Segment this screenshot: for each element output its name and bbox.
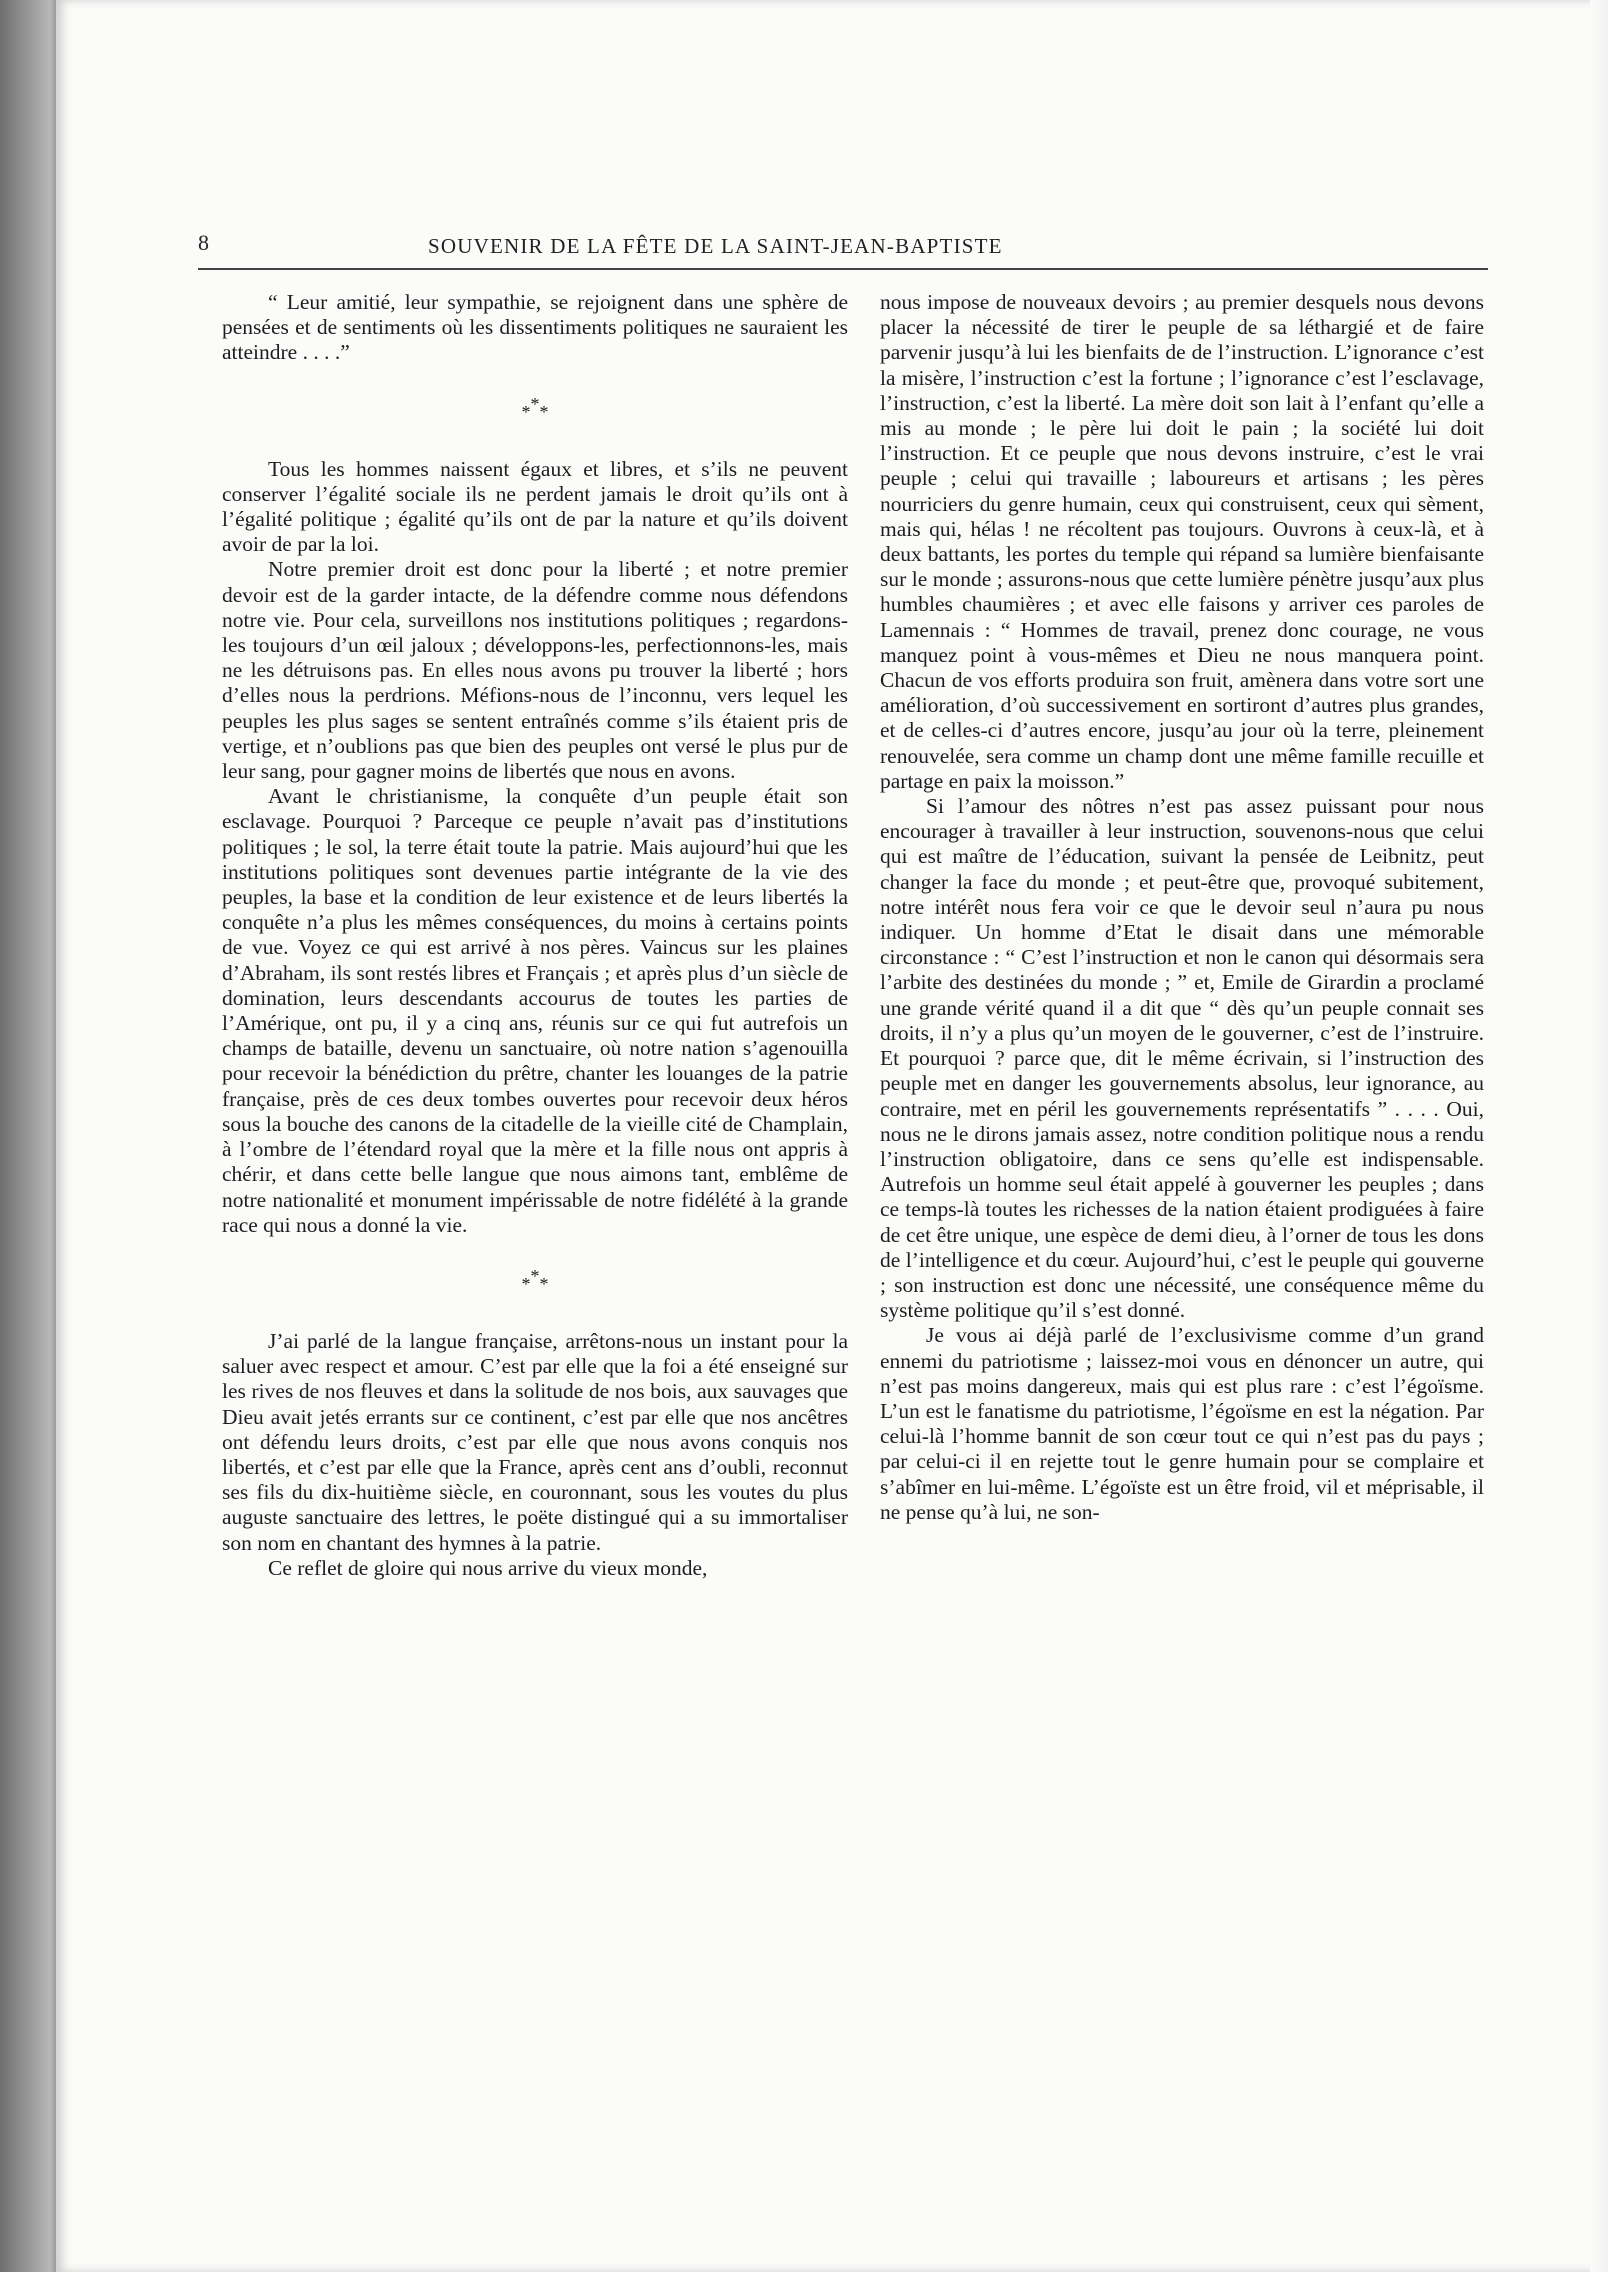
paragraph-reflet: Ce reflet de gloire qui nous arrive du vieux monde, — [268, 1555, 708, 1580]
paragraph-equality: Tous les hommes naissent égaux et libres, et s’ils ne peuvent conserver l’égalité sociale ils ne perdent jamais le droit qu’ils ont à l’égalité politique ; égalité qu’ils ont de par la nature et qu’ils doivent avoir de par la loi. — [222, 456, 848, 557]
quote-paragraph: “ Leur amitié, leur sympathie, se rejoignent dans une sphère de pensées et de sentiments où les dissentiments politiques ne sauraient les atteindre . . . .” — [222, 290, 848, 365]
paragraph-liberty: Notre premier droit est donc pour la liberté ; et notre premier devoir est de la garder intacte, de la défendre comme nous défendons notre vie. Pour cela, surveillons nos institutions politiques ; regardons-les toujours d’un œil jaloux ; développons-les, perfectionnons-les, mais ne les détruisons pas. En elles nous avons pu trouver la liberté ; hors d’elles nous la perdrions. Méfions-nous de l’inconnu, vers lequel les peuples les plus sages se sentent entraînés comme s’ils étaient pris de vertige, et n’oublions pas que bien des peuples ont versé le plus pur de leur sang, pour gagner moins de libertés que nous en avons. — [222, 557, 848, 784]
running-title: SOUVENIR DE LA FÊTE DE LA SAINT-JEAN-BAPTISTE — [428, 234, 1003, 258]
section-asterism: *** — [521, 393, 549, 422]
page-edge — [1590, 0, 1608, 2272]
right-column — [880, 290, 1484, 1525]
header-rule — [198, 268, 1488, 270]
paragraph-instruction: nous impose de nouveaux devoirs ; au premier desquels nous devons placer la nécessité de tirer le peuple de sa léthargié et de faire parvenir jusqu’à lui les bienfaits de de l’instruction. L’ignorance c’est la misère, l’instruction c’est la fortune ; l’ignorance c’est l’esclavage, l’instruction, c’est la liberté. La mère doit son lait à l’enfant qu’elle a mis au monde ; le père lui doit le pain ; la société lui doit l’instruction. Et ce peuple que nous devons instruire, c’est le vrai peuple ; celui qui travaille ; laboureurs et artisans ; les pères nourriciers du genre humain, ceux qui construisent, ceux qui sèment, mais qui, hélas ! ne récoltent pas toujours. Ouvrons à ceux-là, et à deux battants, les portes du temple qui répand sa lumière bienfaisante sur le monde ; assurons-nous que cette lumière pénètre jusqu’aux plus humbles chaumières ; et avec elle faisons y arriver ces paroles de Lamennais : “ Hommes de travail, prenez donc courage, ne vous manquez point à vous-mêmes et Dieu ne nous manquera point. Chacun de vos efforts produira son fruit, amènera dans votre sort une amélioration, d’où successivement en sortiront d’autres plus grandes, et de celles-ci d’autres encore, jusqu’au jour où la terre, pleinement renouvelée, sera comme un champ dont une même famille recuille et partage en paix la moisson.” — [880, 290, 1484, 793]
paragraph-egoism: Je vous ai déjà parlé de l’exclusivisme comme d’un grand ennemi du patriotisme ; laissez-moi vous en dénoncer un autre, qui n’est pas moins dangereux, mais qui est plus rare : c’est l’égoïsme. L’un est le fanatisme du patriotisme, l’égoïsme en est la négation. Par celui-là l’homme bannit de son cœur tout ce qui n’est pas du pays ; par celui-ci il en rejette tout le genre humain pour se complaire et s’abîmer en lui-même. L’égoïste est un être froid, vil et méprisable, il ne pense qu’à lui, ne son- — [880, 1323, 1484, 1524]
paragraph-education: Si l’amour des nôtres n’est pas assez puissant pour nous encourager à travailler à leur instruction, souvenons-nous que celui qui est maître de l’éducation, suivant la pensée de Leibnitz, peut changer la face du monde ; et peut-être que, provoqué subitement, notre intérêt nous fera voir ce que le devoir seul n’aura pu nous indiquer. Un homme d’Etat le disait dans une mémorable circonstance : “ C’est l’instruction et non le canon qui désormais sera l’arbite des destinées du monde ; ” et, Emile de Girardin a proclamé une grande vérité quand il a dit que “ dès qu’un peuple connait ses droits, il n’y a plus qu’un moyen de le gouverner, c’est de l’instruire. Et pourquoi ? parce que, dit le même écrivain, si l’instruction des peuple met en danger les gouvernements absolus, leur ignorance, au contraire, met en péril les gouvernements représentatifs ” . . . . Oui, nous ne le dirons jamais assez, notre condition politique nous a rendu l’instruction obligatoire, dans ce sens qu’elle est indispensable. Autrefois un homme seul était appelé à gouverner les peuples ; dans ce temps-là toutes les richesses de la nation étaient prodiguées à faire de cet être unique, une espèce de demi dieu, à l’orner de tous les dons de l’intelligence et du cœur. Aujourd’hui, c’est le peuple qui gouverne ; son instruction est donc une nécessité, une conséquence même du système politique qu’il s’est donné. — [880, 794, 1484, 1323]
page-number: 8 — [198, 230, 209, 255]
paragraph-french-language: J’ai parlé de la langue française, arrêtons-nous un instant pour la saluer avec respect et amour. C’est par elle que la foi a été enseigné sur les rives de nos fleuves et dans la solitude de nos bois, aux sauvages que Dieu avait jetés errants sur ce continent, c’est par elle que nos ancêtres ont défendu leurs droits, c’est par elle que nous avons conquis nos libertés, et c’est par elle que la France, après cent ans d’oubli, reconnut ses fils du dix-huitième siècle, en couronnant, sous les voutes du plus auguste sanctuaire des lettres, le poëte distingué qui a su immortaliser son nom en chantant des hymnes à la patrie. — [222, 1328, 848, 1555]
left-column — [222, 290, 848, 1581]
section-asterism: *** — [521, 1265, 549, 1294]
paragraph-conquest: Avant le christianisme, la conquête d’un peuple était son esclavage. Pourquoi ? Parceque ce peuple n’avait pas d’institutions politiques ; le sol, la terre était toute la patrie. Mais aujourd’hui que les institutions politiques sont devenues partie intégrante de la vie des peuples, la base et la condition de leur existence et de leurs libertés la conquête n’a plus les mêmes conséquences, du moins à certains points de vue. Voyez ce qui est arrivé à nos pères. Vaincus sur les plaines d’Abraham, ils sont restés libres et Français ; et après plus d’un siècle de domination, leurs descendants accourus de toutes les parties de l’Amérique, ont pu, il y a cinq ans, réunis sur ce qui fut autrefois un champs de bataille, devenu un sanctuaire, où notre nation s’agenouilla pour recevoir la bénédiction du prêtre, chanter les louanges de la patrie française, près de ces deux tombes ouvertes pour recevoir deux héros sous la bouche des canons de la citadelle de la vieille cité de Champlain, à l’ombre de l’étendard royal que la mère et la fille nous ont appris à chérir, et dans cette belle langue que nous aimons tant, emblême de notre nationalité et monument impérissable de notre fidélété à la grande race qui nous a donné la vie. — [222, 784, 848, 1237]
